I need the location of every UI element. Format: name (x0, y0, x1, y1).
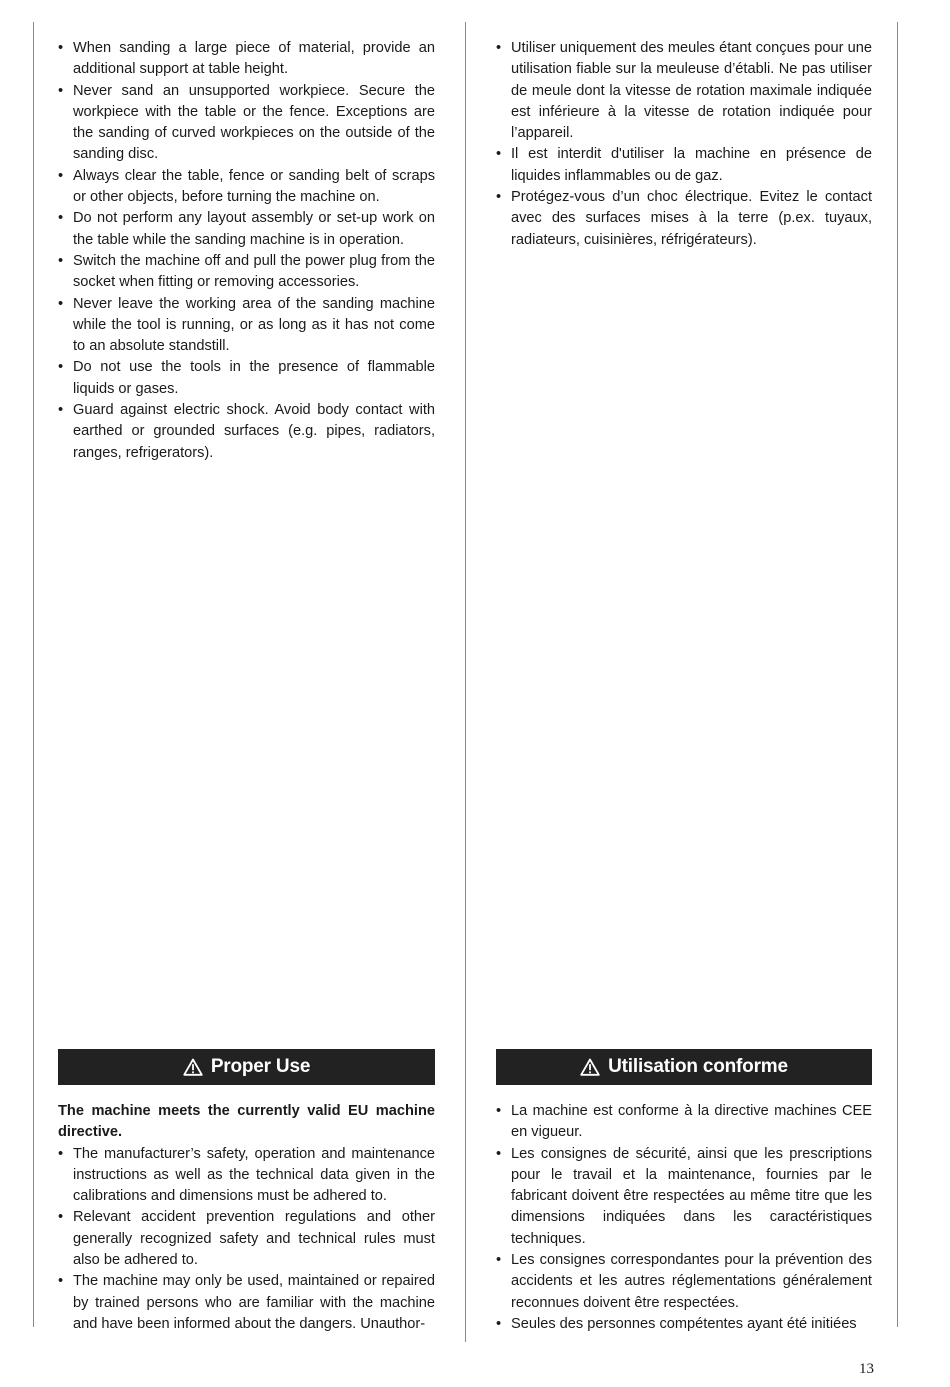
list-item: • Never sand an unsupported workpiece. Secure the workpiece with the table or the fence. Exceptions are the sanding of curved workpieces on the outside of the sanding disc. (58, 81, 435, 166)
list-item: • The manufacturer’s safety, operation and maintenance instructions as well as the technical data given in the calibrations and dimensions must be adhered to. (58, 1144, 435, 1208)
list-item: • Les consignes de sécurité, ainsi que les prescriptions pour le travail et la maintenance, fournies par le fabricant doivent être respectées au même titre que les dimensions indiquées dans les caractéristiques techniques. (496, 1144, 872, 1250)
right-margin-rule (897, 22, 898, 1327)
list-item: • Guard against electric shock. Avoid body contact with earthed or grounded surfaces (e.g. pipes, radiators, ranges, refrigerators). (58, 400, 435, 464)
list-item: • Do not use the tools in the presence of flammable liquids or gases. (58, 357, 435, 400)
proper-use-list-en (58, 1144, 435, 1336)
lead-statement: The machine meets the currently valid EU machine directive. (58, 1103, 435, 1141)
list-item: • Always clear the table, fence or sanding belt of scraps or other objects, before turning the machine on. (58, 166, 435, 209)
list-item: • Il est interdit d'utiliser la machine en présence de liquides inflammables ou de gaz. (496, 144, 872, 187)
list-item: • Seules des personnes compétentes ayant été initiées (496, 1314, 872, 1335)
left-column-bottom (58, 1101, 435, 1335)
section-heading-proper-use (58, 1049, 435, 1085)
page-number: 13 (859, 1361, 874, 1377)
warning-triangle-icon (183, 1058, 203, 1076)
heading-text: Utilisation conforme (608, 1056, 788, 1077)
safety-list-en (58, 38, 435, 464)
list-item: • The machine may only be used, maintained or repaired by trained persons who are familiar with the machine and have been informed about the dangers. Unauthor- (58, 1271, 435, 1335)
list-item: • Les consignes correspondantes pour la prévention des accidents et les autres réglementations généralement reconnues doivent être respectées. (496, 1250, 872, 1314)
section-heading-utilisation-conforme (496, 1049, 872, 1085)
list-item: • Relevant accident prevention regulations and other generally recognized safety and technical rules must also be adhered to. (58, 1207, 435, 1271)
warning-triangle-icon (580, 1058, 600, 1076)
list-item: • Never leave the working area of the sanding machine while the tool is running, or as long as it has not come to an absolute standstill. (58, 294, 435, 358)
heading-text: Proper Use (210, 1056, 311, 1077)
list-item: • La machine est conforme à la directive machines CEE en vigueur. (496, 1101, 872, 1144)
list-item: • Switch the machine off and pull the power plug from the socket when fitting or removing accessories. (58, 251, 435, 294)
proper-use-list-fr (496, 1101, 872, 1335)
left-margin-rule (33, 22, 34, 1327)
list-item: • Protégez-vous d’un choc électrique. Evitez le contact avec des surfaces mises à la terre (p.ex. tuyaux, radiateurs, cuisinières, réfrigérateurs). (496, 187, 872, 251)
list-item: • When sanding a large piece of material, provide an additional support at table height. (58, 38, 435, 81)
center-column-rule (465, 22, 466, 1342)
left-column-top (58, 38, 435, 464)
right-column-bottom (496, 1101, 872, 1335)
list-item: • Utiliser uniquement des meules étant conçues pour une utilisation fiable sur la meuleuse d’établi. Ne pas utiliser de meule dont la vitesse de rotation maximale indiquée est inférieure à la vitesse de rotation indiquée pour l’appareil. (496, 38, 872, 144)
safety-list-fr (496, 38, 872, 251)
right-column-top (496, 38, 872, 251)
list-item: • Do not perform any layout assembly or set-up work on the table while the sanding machine is in operation. (58, 208, 435, 251)
